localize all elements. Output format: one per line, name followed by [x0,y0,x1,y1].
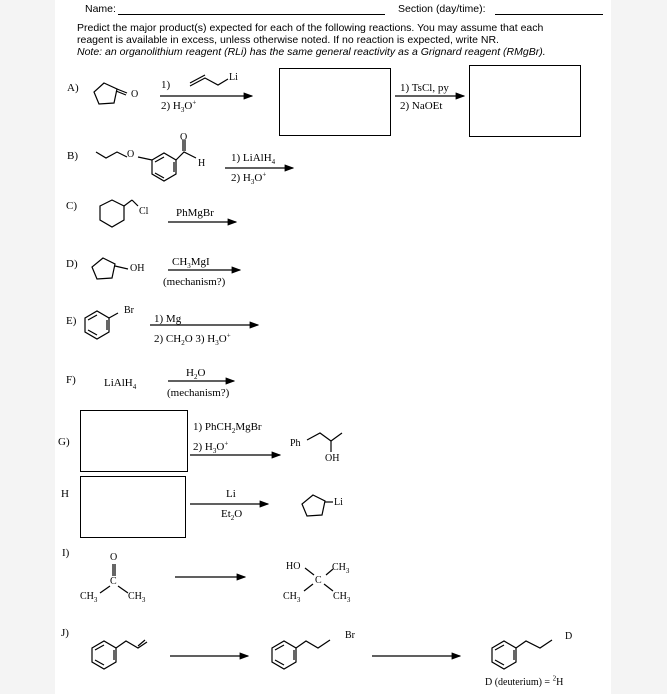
a-step4: 2) NaOEt [400,100,443,112]
a-step1: 1) [161,79,171,91]
b-reagent1: 1) LiAlH$_4$ [231,152,276,167]
b-ether-oxygen: O [127,149,135,160]
bromoethylbenzene-structure [272,640,330,669]
answer-box-h[interactable] [80,476,186,538]
h-lithium: Li [334,497,343,508]
i-oxygen: O [110,552,118,563]
f-reactant: LiAlH$_4$ [104,377,137,392]
label-d: D) [66,258,78,270]
cyclopentyllithium-structure [302,495,333,516]
c-chlorine: Cl [139,206,149,217]
label-f: F) [66,374,76,386]
deuterio-ethylbenzene-structure [492,640,552,669]
cyclopentanone-structure [94,83,127,104]
a-step2: 2) $H_3O^+$ [161,98,197,115]
answer-box-g[interactable] [80,410,188,472]
b-carbonyl-oxygen: O [180,132,188,143]
a-step3: 1) TsCl, py [400,82,449,94]
j-deuterium-footnote: D (deuterium) = $^2$H [485,674,564,688]
vinyl-lithium-structure [190,75,228,86]
i-product-methyl-right: $CH_3$ [333,591,351,604]
cyclopentanol-structure [92,258,128,279]
h-reagent1: Li [226,488,236,500]
label-h: H [61,488,69,500]
answer-box-a2[interactable] [469,65,581,137]
d-reagent: $CH_3MgI$ [172,256,210,271]
label-a: A) [67,82,79,94]
ethoxy-benzaldehyde-structure [96,140,196,181]
g-reagent1: 1) PhCH$_2$MgBr [193,421,262,436]
label-g: G) [58,436,70,448]
i-product-methyl-top: $CH_3$ [332,562,350,575]
i-methyl-right: $CH_3$ [128,591,146,604]
i-product-carbon: C [315,575,322,586]
g-hydroxyl: OH [325,453,340,464]
e-reagent2: 2) $CH_2O$ 3) $H_3O^+$ [154,331,231,348]
c-reagent: PhMgBr [176,207,214,219]
j-deuterium: D [565,631,573,642]
e-reagent1: 1) Mg [154,313,182,325]
b-reagent2: 2) $H_3O^+$ [231,170,267,187]
label-c: C) [66,200,77,212]
a-oxygen: O [131,89,139,100]
instruction-line-1: Predict the major product(s) expected for each of the following reactions. You may assume that each [77,22,544,34]
i-methyl-left: $CH_3$ [80,591,98,604]
j-bromine: Br [345,630,355,641]
e-bromine: Br [124,305,134,316]
label-j: J) [61,627,69,639]
i-carbon: C [110,576,117,587]
section-label: Section (day/time): [398,3,486,15]
g-phenyl: Ph [290,438,301,449]
f-reagent: $H_2O$ [186,367,206,382]
label-i: I) [62,547,70,559]
b-aldehyde-h: H [198,158,206,169]
d-hydroxyl: OH [130,263,145,274]
i-product-methyl-left: $CH_3$ [283,591,301,604]
chloromethyl-cyclohexane-structure [100,200,138,227]
styrene-structure [92,640,147,669]
instruction-line-2: reagent is available in excess, unless otherwise noted. If no reaction is expected, write NR. [77,34,499,46]
a-li: Li [229,72,238,83]
g-product-structure [307,433,342,452]
i-product-hydroxyl: HO [286,561,301,572]
instruction-note: Note: an organolithium reagent (RLi) has the same general reactivity as a Grignard reagent (RMgBr). [77,46,546,58]
h-reagent2: $Et_2O$ [221,508,243,523]
d-mechanism-note: (mechanism?) [163,276,226,288]
g-reagent2: 2) $H_3O^+$ [193,439,229,456]
label-b: B) [67,150,78,162]
f-mechanism-note: (mechanism?) [167,387,230,399]
bromobenzene-structure [85,311,118,339]
label-e: E) [66,315,77,327]
answer-box-a1[interactable] [279,68,391,136]
name-label: Name: [85,3,116,15]
